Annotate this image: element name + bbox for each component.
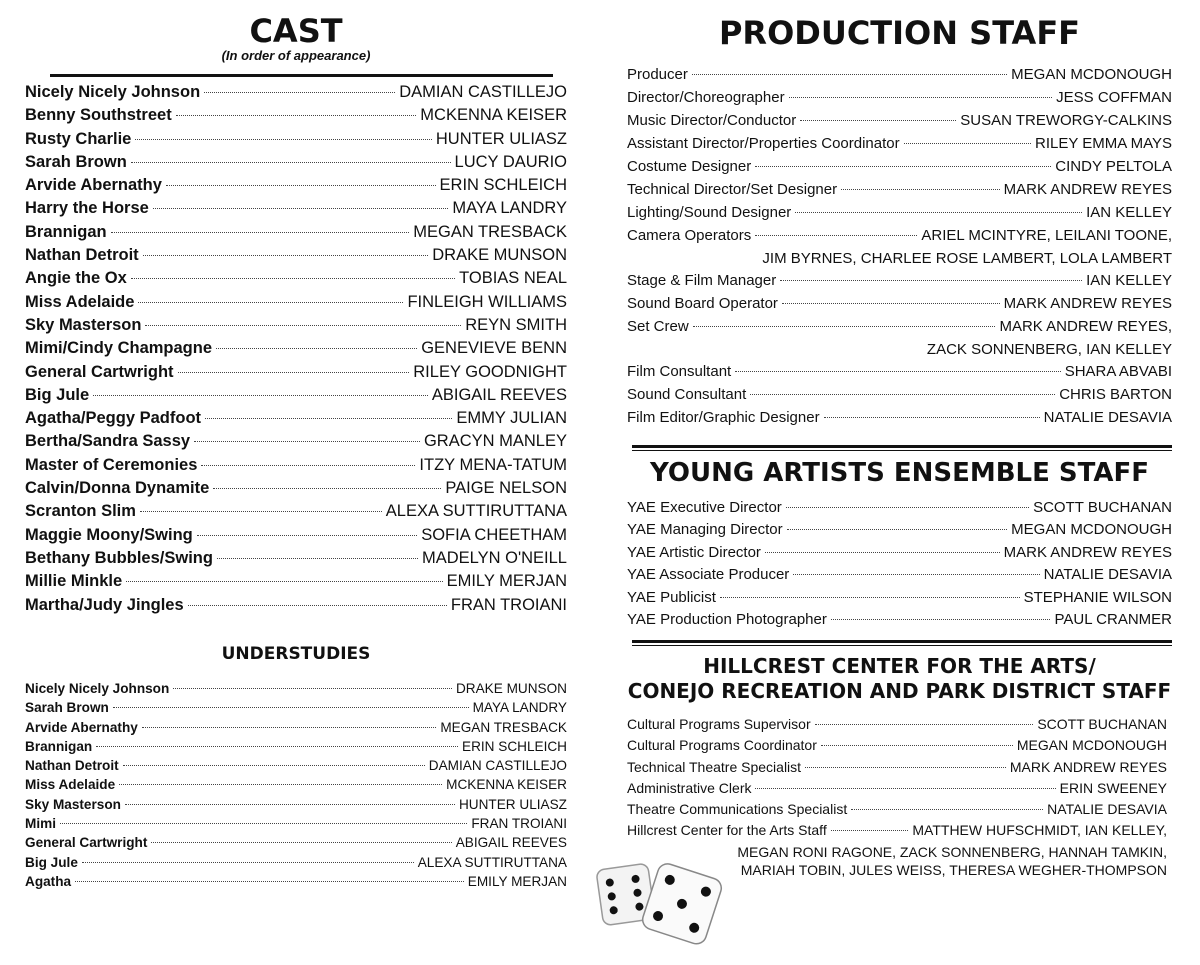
role: Miss Adelaide [25, 292, 135, 311]
performer: MAYA LANDRY [472, 700, 567, 716]
understudies-list [25, 681, 567, 893]
leader-dots [904, 143, 1031, 144]
staff-name: CHRIS BARTON [1059, 386, 1172, 403]
staff-row [627, 589, 1172, 611]
staff-name: RILEY EMMA MAYS [1035, 135, 1172, 152]
role: Arvide Abernathy [25, 719, 138, 735]
leader-dots [145, 325, 461, 326]
cast-row [25, 316, 567, 339]
staff-name: CINDY PELTOLA [1055, 158, 1172, 175]
staff-name: IAN KELLEY [1086, 204, 1172, 221]
cast-row [25, 572, 567, 595]
performer: ERIN SCHLEICH [439, 176, 567, 195]
leader-dots [720, 597, 1020, 598]
role: Mimi [25, 816, 56, 832]
role: Producer [627, 66, 688, 83]
role: Costume Designer [627, 158, 752, 175]
understudy-row [25, 720, 567, 739]
performer: EMILY MERJAN [446, 572, 567, 591]
leader-dots [135, 139, 432, 140]
cast-row [25, 363, 567, 386]
performer: ALEXA SUTTIRUTTANA [385, 502, 567, 521]
role: Technical Theatre Specialist [627, 758, 802, 775]
yae-staff-title: YOUNG ARTISTS ENSEMBLE STAFF [649, 458, 1150, 488]
role: Brannigan [25, 222, 107, 241]
performer: HUNTER ULIASZ [458, 796, 567, 812]
role: Sky Masterson [25, 796, 121, 812]
role: Benny Southstreet [25, 106, 172, 125]
understudies-title: UNDERSTUDIES [221, 644, 371, 664]
role: Miss Adelaide [25, 777, 116, 793]
cast-row [25, 246, 567, 269]
role: Director/Choreographer [627, 89, 785, 106]
performer: MEGAN TRESBACK [440, 719, 567, 735]
staff-name: MARK ANDREW REYES, [999, 318, 1172, 335]
leader-dots [140, 511, 382, 512]
staff-continuation: ZACK SONNENBERG, IAN KELLEY [926, 341, 1172, 358]
leader-dots [800, 120, 956, 121]
staff-name: NATALIE DESAVIA [1047, 801, 1167, 818]
role: General Cartwright [25, 362, 174, 381]
staff-name: STEPHANIE WILSON [1023, 588, 1172, 606]
performer: DRAKE MUNSON [455, 681, 567, 696]
role: Sarah Brown [25, 152, 127, 171]
leader-dots [194, 441, 420, 442]
role: Big Jule [25, 385, 90, 404]
leader-dots [201, 465, 415, 466]
role: Technical Director/Set Designer [627, 181, 838, 198]
leader-dots [188, 605, 447, 606]
performer: HUNTER ULIASZ [435, 129, 567, 148]
role: Nicely Nicely Johnson [25, 681, 170, 696]
staff-row [627, 544, 1172, 566]
leader-dots [75, 881, 464, 882]
staff-name: SCOTT BUCHANAN [1037, 716, 1167, 732]
role: Brannigan [25, 738, 93, 754]
leader-dots [692, 74, 1007, 75]
leader-dots [125, 804, 455, 805]
role: Sound Consultant [627, 386, 747, 403]
staff-continuation: MARIAH TOBIN, JULES WEISS, THERESA WEGHER-THOMPSON [740, 861, 1167, 878]
staff-row [627, 135, 1172, 158]
staff-continuation: JIM BYRNES, CHARLEE ROSE LAMBERT, LOLA LAMBERT [762, 250, 1172, 267]
cast-row [25, 176, 567, 199]
leader-dots [793, 574, 1039, 575]
staff-row [627, 181, 1172, 204]
staff-name: IAN KELLEY [1086, 272, 1172, 289]
staff-row [627, 272, 1172, 295]
staff-row [627, 204, 1172, 227]
role: Theatre Communications Specialist [627, 801, 848, 818]
performer: MADELYN O'NEILL [422, 548, 567, 567]
staff-name: SHARA ABVABI [1064, 363, 1172, 380]
staff-row [627, 112, 1172, 135]
staff-name: ARIEL MCINTYRE, LEILANI TOONE, [921, 227, 1172, 244]
leader-dots [795, 212, 1082, 213]
role: Scranton Slim [25, 502, 136, 521]
section-divider [632, 640, 1172, 646]
staff-row [627, 780, 1167, 801]
leader-dots [60, 823, 467, 824]
staff-row [627, 822, 1167, 843]
staff-name: ERIN SWEENEY [1059, 779, 1167, 796]
leader-dots [123, 765, 425, 766]
leader-dots [111, 232, 410, 233]
role: YAE Executive Director [627, 499, 782, 516]
understudy-row [25, 681, 567, 700]
staff-row [627, 66, 1172, 89]
role: Hillcrest Center for the Arts Staff [627, 822, 827, 839]
performer: FRAN TROIANI [471, 816, 567, 832]
staff-row [627, 227, 1172, 250]
role: Maggie Moony/Swing [25, 525, 193, 544]
role: Nicely Nicely Johnson [25, 83, 201, 101]
role: Film Editor/Graphic Designer [627, 409, 820, 426]
cast-row [25, 432, 567, 455]
performer: EMILY MERJAN [467, 873, 567, 889]
staff-row [627, 611, 1172, 633]
staff-row [627, 363, 1172, 386]
leader-dots [755, 166, 1051, 167]
role: Sarah Brown [25, 700, 109, 716]
role: YAE Artistic Director [627, 543, 761, 561]
performer: TOBIAS NEAL [459, 269, 567, 288]
leader-dots [173, 688, 452, 689]
understudy-row [25, 835, 567, 854]
leader-dots [166, 185, 436, 186]
role: Bertha/Sandra Sassy [25, 432, 191, 451]
role: Mimi/Cindy Champagne [25, 339, 213, 358]
role: Martha/Judy Jingles [25, 595, 184, 614]
understudy-row [25, 816, 567, 835]
role: Harry the Horse [25, 199, 149, 218]
cast-title: CAST [249, 12, 343, 50]
leader-dots [205, 418, 452, 419]
performer: SOFIA CHEETHAM [421, 525, 567, 544]
cast-row [25, 339, 567, 362]
role: Millie Minkle [25, 572, 123, 591]
role: Agatha/Peggy Padfoot [25, 409, 202, 428]
leader-dots [217, 558, 418, 559]
leader-dots [821, 745, 1013, 746]
performer: FRAN TROIANI [450, 595, 567, 614]
dice-icon [594, 852, 724, 952]
role: Nathan Detroit [25, 758, 119, 774]
staff-row [627, 295, 1172, 318]
understudy-row [25, 700, 567, 719]
leader-dots [815, 724, 1034, 725]
hillcrest-staff-title [627, 654, 1172, 704]
leader-dots [693, 326, 996, 327]
staff-name: MARK ANDREW REYES [1003, 543, 1172, 561]
staff-row [627, 759, 1167, 780]
role: Agatha [25, 873, 72, 889]
leader-dots [151, 842, 451, 843]
understudy-row [25, 758, 567, 777]
role: Rusty Charlie [25, 129, 132, 148]
performer: ABIGAIL REEVES [455, 835, 567, 851]
staff-row [627, 499, 1172, 521]
staff-name: MEGAN MCDONOUGH [1011, 66, 1172, 83]
staff-name: MATTHEW HUFSCHMIDT, IAN KELLEY, [912, 822, 1167, 839]
leader-dots [126, 581, 442, 582]
yae-staff-list [627, 499, 1172, 633]
performer: GENEVIEVE BENN [421, 339, 567, 358]
performer: MCKENNA KEISER [446, 777, 567, 793]
leader-dots [119, 784, 442, 785]
cast-row [25, 409, 567, 432]
staff-row [627, 158, 1172, 181]
performer: RILEY GOODNIGHT [413, 362, 567, 381]
role: Master of Ceremonies [25, 455, 198, 474]
role: Sound Board Operator [627, 295, 778, 312]
role: Lighting/Sound Designer [627, 204, 792, 221]
staff-row [627, 89, 1172, 112]
leader-dots [213, 488, 441, 489]
leader-dots [765, 552, 1000, 553]
understudy-row [25, 739, 567, 758]
staff-continuation: MEGAN RONI RAGONE, ZACK SONNENBERG, HANNAH TAMKIN, [737, 843, 1167, 860]
role: Music Director/Conductor [627, 112, 797, 129]
leader-dots [178, 372, 410, 373]
cast-row [25, 549, 567, 572]
role: Bethany Bubbles/Swing [25, 548, 213, 567]
performer: MCKENNA KEISER [420, 106, 567, 125]
leader-dots [735, 371, 1061, 372]
understudy-row [25, 797, 567, 816]
cast-row [25, 106, 567, 129]
leader-dots [755, 788, 1055, 789]
role: YAE Managing Director [627, 521, 783, 539]
leader-dots [204, 92, 395, 93]
cast-subtitle: (In order of appearance) [221, 48, 371, 63]
leader-dots [197, 535, 417, 536]
role: Film Consultant [627, 363, 732, 380]
understudy-row [25, 777, 567, 796]
hillcrest-title-line: HILLCREST CENTER FOR THE ARTS/ [703, 654, 1096, 678]
leader-dots [750, 394, 1055, 395]
staff-name: MARK ANDREW REYES [1003, 295, 1172, 312]
performer: ERIN SCHLEICH [462, 738, 567, 754]
leader-dots [755, 235, 917, 236]
staff-row [627, 801, 1167, 822]
performer: EMMY JULIAN [456, 409, 567, 428]
cast-row [25, 502, 567, 525]
leader-dots [142, 727, 437, 728]
role: Angie the Ox [25, 269, 127, 288]
hillcrest-title-line: CONEJO RECREATION AND PARK DISTRICT STAFF [627, 679, 1172, 703]
staff-row [627, 566, 1172, 588]
staff-row [627, 737, 1167, 758]
role: Administrative Clerk [627, 779, 752, 796]
role: Big Jule [25, 854, 78, 870]
staff-row [627, 386, 1172, 409]
staff-name: JESS COFFMAN [1056, 89, 1172, 106]
leader-dots [143, 255, 429, 256]
staff-name: MARK ANDREW REYES [1009, 758, 1167, 775]
performer: ABIGAIL REEVES [431, 385, 567, 404]
leader-dots [841, 189, 1000, 190]
leader-dots [780, 280, 1082, 281]
role: Arvide Abernathy [25, 176, 162, 195]
performer: REYN SMITH [465, 315, 567, 334]
performer: DAMIAN CASTILLEJO [428, 758, 567, 774]
leader-dots [138, 302, 403, 303]
leader-dots [789, 97, 1053, 98]
role: Nathan Detroit [25, 246, 139, 265]
cast-row [25, 199, 567, 222]
leader-dots [96, 746, 458, 747]
staff-row [627, 318, 1172, 341]
staff-name: MEGAN MCDONOUGH [1011, 521, 1172, 539]
performer: PAIGE NELSON [445, 479, 567, 498]
performer: MEGAN TRESBACK [413, 222, 567, 241]
role: Camera Operators [627, 227, 752, 244]
understudy-row [25, 855, 567, 874]
cast-row [25, 596, 567, 619]
role: YAE Associate Producer [627, 566, 790, 584]
leader-dots [782, 303, 1000, 304]
leader-dots [82, 862, 414, 863]
performer: FINLEIGH WILLIAMS [407, 292, 567, 311]
staff-name: MARK ANDREW REYES [1003, 181, 1172, 198]
performer: DAMIAN CASTILLEJO [399, 83, 567, 101]
role: Sky Masterson [25, 315, 142, 334]
cast-row [25, 456, 567, 479]
role: Cultural Programs Coordinator [627, 737, 817, 754]
role: Set Crew [627, 318, 689, 335]
leader-dots [93, 395, 428, 396]
cast-row [25, 130, 567, 153]
staff-name: SCOTT BUCHANAN [1033, 499, 1172, 516]
performer: ITZY MENA-TATUM [419, 455, 567, 474]
performer: MAYA LANDRY [452, 199, 567, 218]
role: YAE Production Photographer [627, 610, 827, 628]
leader-dots [805, 767, 1006, 768]
leader-dots [824, 417, 1040, 418]
role: YAE Publicist [627, 588, 716, 606]
staff-row [627, 716, 1167, 737]
role: Calvin/Donna Dynamite [25, 479, 210, 498]
cast-row [25, 153, 567, 176]
role: Cultural Programs Supervisor [627, 716, 811, 732]
cast-row [25, 223, 567, 246]
leader-dots [786, 507, 1029, 508]
staff-name: MEGAN MCDONOUGH [1016, 737, 1167, 754]
performer: LUCY DAURIO [454, 152, 567, 171]
staff-row [627, 521, 1172, 543]
leader-dots [176, 115, 417, 116]
cast-row [25, 526, 567, 549]
leader-dots [216, 348, 417, 349]
cast-divider [50, 74, 553, 77]
production-staff-list [627, 66, 1172, 432]
leader-dots [131, 162, 451, 163]
understudy-row [25, 874, 567, 893]
leader-dots [113, 707, 469, 708]
section-divider [632, 445, 1172, 451]
cast-row [25, 293, 567, 316]
cast-list [25, 83, 567, 619]
cast-row [25, 269, 567, 292]
performer: GRACYN MANLEY [423, 432, 567, 451]
performer: ALEXA SUTTIRUTTANA [417, 854, 567, 870]
role: Assistant Director/Properties Coordinator [627, 135, 900, 152]
performer: DRAKE MUNSON [432, 246, 567, 265]
cast-row [25, 386, 567, 409]
role: Stage & Film Manager [627, 272, 777, 289]
leader-dots [851, 809, 1043, 810]
leader-dots [787, 529, 1008, 530]
leader-dots [153, 208, 449, 209]
leader-dots [831, 619, 1051, 620]
leader-dots [831, 830, 909, 831]
role: General Cartwright [25, 835, 148, 851]
staff-name: SUSAN TREWORGY-CALKINS [960, 112, 1172, 129]
staff-name: PAUL CRANMER [1054, 610, 1172, 628]
staff-name: NATALIE DESAVIA [1043, 409, 1172, 426]
staff-name: NATALIE DESAVIA [1043, 566, 1172, 584]
leader-dots [131, 278, 455, 279]
staff-row [627, 409, 1172, 432]
cast-row [25, 479, 567, 502]
production-staff-title: PRODUCTION STAFF [718, 14, 1081, 52]
cast-row [25, 83, 567, 106]
